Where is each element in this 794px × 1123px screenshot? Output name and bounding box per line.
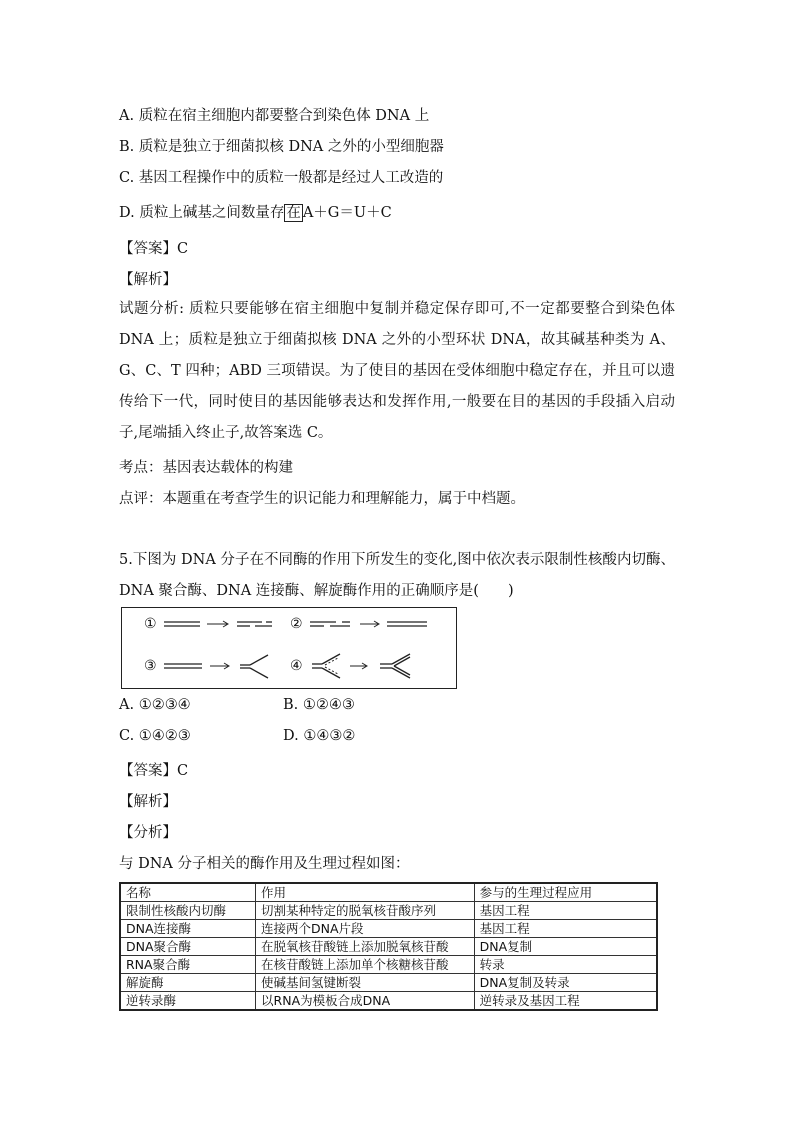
table-cell: 连接两个DNA片段 (256, 920, 475, 938)
table-cell: 在核苷酸链上添加单个核糖核苷酸 (256, 956, 475, 974)
table-row (120, 920, 657, 938)
figure-drawing (122, 608, 456, 688)
q5-figure (121, 607, 457, 689)
panel-3-diagram (164, 655, 268, 678)
q5-option-d: D. ①④③② (283, 728, 356, 744)
table-cell: 转录 (474, 956, 657, 974)
q5-analysis-heading: 【解析】 (119, 794, 177, 810)
q4-option-d (119, 201, 392, 222)
table-row (120, 974, 657, 992)
table-cell: 解旋酶 (120, 974, 256, 992)
table-cell: 切割某种特定的脱氧核苷酸序列 (256, 902, 475, 920)
panel-2-diagram (310, 621, 427, 627)
figure-label-3: ③ (144, 658, 157, 674)
q5-option-a: A. ①②③④ (119, 697, 191, 713)
table-cell: 限制性核酸内切酶 (120, 902, 256, 920)
figure-label-2: ② (290, 616, 303, 632)
q4-answer: 【答案】C (119, 241, 189, 257)
q5-stem: 5.下图为 DNA 分子在不同酶的作用下所发生的变化,图中依次表示限制性核酸内切酶、DNA 聚合酶、DNA 连接酶、解旋酶作用的正确顺序是( ) (119, 552, 675, 599)
q4-dianping: 点评：本题重在考查学生的识记能力和理解能力，属于中档题。 (119, 491, 525, 507)
q4-option-d-suffix: A＋G＝U＋C (302, 205, 392, 221)
figure-label-1: ① (144, 616, 157, 632)
table-header-row (120, 883, 657, 902)
q4-option-d-boxed-char: 在 (286, 205, 301, 221)
table-cell: 逆转录酶 (120, 992, 256, 1011)
q4-option-a: A. 质粒在宿主细胞内都要整合到染色体 DNA 上 (119, 108, 430, 124)
table-row (120, 956, 657, 974)
q4-option-d-prefix: D. 质粒上碱基之间数量存 (119, 205, 285, 221)
table-cell: 在脱氧核苷酸链上添加脱氧核苷酸 (256, 938, 475, 956)
q4-option-c: C. 基因工程操作中的质粒一般都是经过人工改造的 (119, 170, 444, 186)
q5-option-b: B. ①②④③ (283, 697, 355, 713)
table-cell: 基因工程 (474, 902, 657, 920)
table-cell: DNA连接酶 (120, 920, 256, 938)
q5-fenxi-heading: 【分析】 (119, 825, 177, 841)
table-row (120, 902, 657, 920)
table-row (120, 938, 657, 956)
q5-intro: 与 DNA 分子相关的酶作用及生理过程如图： (119, 856, 410, 872)
table-cell: RNA聚合酶 (120, 956, 256, 974)
table-cell: DNA聚合酶 (120, 938, 256, 956)
table-cell: 基因工程 (474, 920, 657, 938)
table-cell: DNA复制 (474, 938, 657, 956)
figure-label-4: ④ (290, 658, 303, 674)
table-header-cell: 名称 (120, 883, 256, 902)
table-cell: DNA复制及转录 (474, 974, 657, 992)
q5-answer: 【答案】C (119, 763, 189, 779)
table-cell: 逆转录及基因工程 (474, 992, 657, 1011)
panel-1-diagram (164, 621, 272, 627)
q4-option-b: B. 质粒是独立于细菌拟核 DNA 之外的小型细胞器 (119, 139, 444, 155)
table-cell: 使碱基间氢键断裂 (256, 974, 475, 992)
enzyme-table (119, 882, 658, 1011)
table-header-cell: 参与的生理过程应用 (474, 883, 657, 902)
panel-4-diagram (312, 654, 410, 678)
q5-option-c: C. ①④②③ (119, 728, 191, 744)
table-header-cell: 作用 (256, 883, 475, 902)
table-cell: 以RNA为模板合成DNA (256, 992, 475, 1011)
q4-analysis-text: 试题分析: 质粒只要能够在宿主细胞中复制并稳定保存即可,不一定都要整合到染色体 DNA 上；质粒是独立于细菌拟核 DNA 之外的小型环状 DNA，故其碱基种类为 A、G、C、T 四种；ABD 三项错误。为了使目的基因在受体细胞中稳定存在，并且可以遗传给下一代，同时使目的基因能够表达和发挥作用,一般要在目的基因的手段插入启动子,尾端插入终止子,故答案选 C。 (119, 301, 675, 441)
table-row (120, 992, 657, 1011)
q4-analysis-heading: 【解析】 (119, 272, 177, 288)
q4-kaodian: 考点：基因表达载体的构建 (119, 460, 293, 476)
